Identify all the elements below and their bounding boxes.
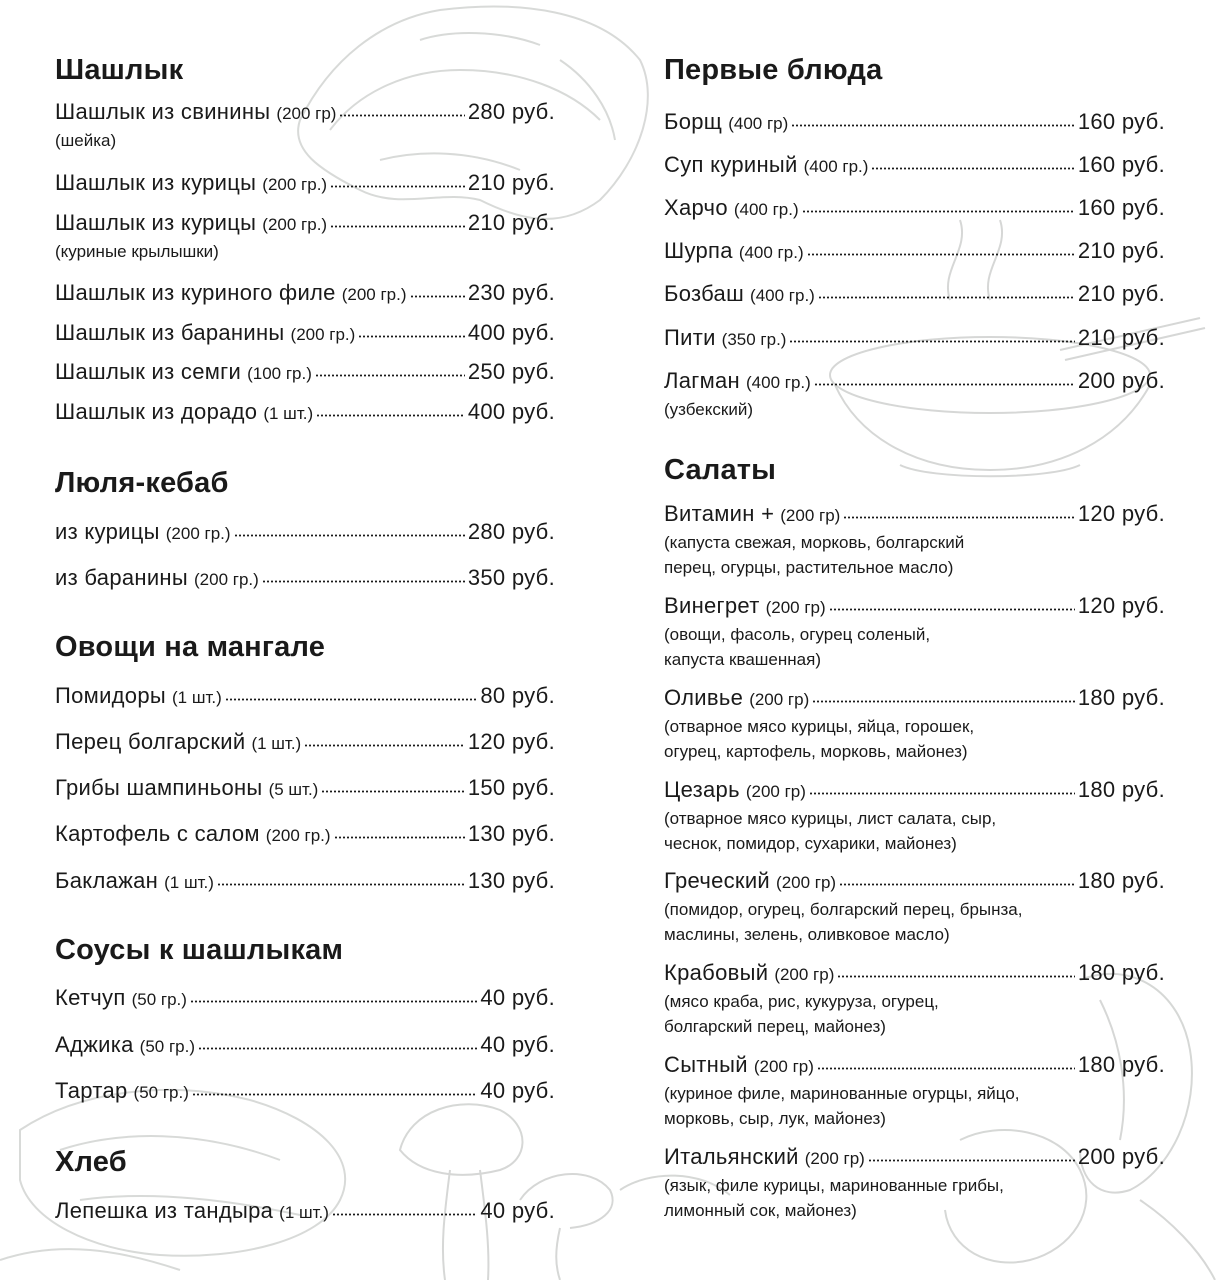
item-name: Шурпа: [664, 238, 733, 263]
menu-item: [664, 867, 1165, 947]
item-price: 40 руб.: [480, 985, 555, 1010]
item-name: Винегрет: [664, 593, 760, 618]
menu-item: [55, 682, 555, 712]
item-price: 130 руб.: [467, 821, 555, 846]
menu-item: [55, 564, 555, 594]
item-description: морковь, сыр, лук, майонез): [664, 1109, 886, 1128]
item-portion: (400 гр.): [803, 157, 869, 176]
item-portion: (400 гр): [728, 114, 789, 133]
item-portion: (200 гр.): [290, 325, 356, 344]
item-price: 150 руб.: [467, 775, 555, 800]
item-portion: (50 гр.): [133, 1083, 189, 1102]
item-name: Лагман: [664, 368, 741, 393]
item-description: лимонный сок, майонез): [664, 1201, 857, 1220]
item-name: из баранины: [55, 565, 188, 590]
item-price: 210 руб.: [467, 170, 555, 195]
menu-item: [55, 984, 555, 1014]
item-name: Шашлык из курицы: [55, 170, 257, 195]
dotted-leader: [225, 698, 478, 701]
item-portion: (200 гр): [776, 873, 837, 892]
menu-item: [55, 1197, 555, 1227]
item-description: огурец, картофель, морковь, майонез): [664, 742, 968, 761]
item-description: перец, огурцы, растительное масло): [664, 558, 954, 577]
item-portion: (200 гр.): [341, 285, 407, 304]
item-name: Пити: [664, 325, 716, 350]
item-portion: (200 гр.): [262, 215, 328, 234]
dotted-leader: [334, 836, 465, 839]
item-price: 210 руб.: [1077, 325, 1165, 350]
item-name: Шашлык из куриного филе: [55, 280, 336, 305]
item-price: 160 руб.: [1077, 152, 1165, 177]
item-portion: (200 гр): [745, 782, 806, 801]
item-price: 210 руб.: [1077, 281, 1165, 306]
item-description: капуста квашенная): [664, 650, 821, 669]
item-price: 200 руб.: [1077, 1144, 1165, 1169]
dotted-leader: [791, 124, 1075, 127]
item-price: 210 руб.: [467, 210, 555, 235]
section-title: Шашлык: [55, 54, 184, 86]
item-price: 350 руб.: [467, 565, 555, 590]
menu-item: [664, 194, 1165, 224]
section-sauces: [55, 930, 555, 1103]
section-salads: [664, 450, 1165, 1220]
item-name: Крабовый: [664, 960, 769, 985]
item-portion: (350 гр.): [721, 330, 787, 349]
dotted-leader: [818, 296, 1075, 299]
dotted-leader: [809, 792, 1075, 795]
menu-item: [664, 776, 1165, 856]
item-name: из курицы: [55, 519, 160, 544]
dotted-leader: [868, 1159, 1075, 1162]
menu-item: [55, 774, 555, 804]
dotted-leader: [330, 185, 465, 188]
dotted-leader: [871, 167, 1074, 170]
item-price: 40 руб.: [480, 1032, 555, 1057]
item-description: болгарский перец, майонез): [664, 1017, 886, 1036]
item-name: Итальянский: [664, 1144, 799, 1169]
menu-item: [55, 728, 555, 758]
section-title: Первые блюда: [664, 54, 883, 86]
item-portion: (200 гр.): [265, 826, 331, 845]
mushrooms-sketch: [400, 1104, 613, 1280]
menu-item: [55, 518, 555, 548]
item-portion: (200 гр.): [165, 524, 231, 543]
item-name: Перец болгарский: [55, 729, 246, 754]
item-description: маслины, зелень, оливковое масло): [664, 925, 950, 944]
dotted-leader: [190, 1000, 477, 1003]
dotted-leader: [315, 374, 465, 377]
item-price: 120 руб.: [467, 729, 555, 754]
menu-item: [55, 867, 555, 897]
item-price: 120 руб.: [1077, 593, 1165, 618]
item-name: Витамин +: [664, 501, 775, 526]
item-portion: (200 гр): [749, 690, 810, 709]
menu-item: [55, 98, 555, 153]
item-price: 180 руб.: [1077, 1052, 1165, 1077]
item-name: Борщ: [664, 109, 723, 134]
menu-item: [664, 151, 1165, 181]
dotted-leader: [829, 608, 1075, 611]
item-price: 250 руб.: [467, 359, 555, 384]
item-description: (язык, филе курицы, маринованные грибы,: [664, 1176, 1004, 1195]
dotted-leader: [234, 534, 465, 537]
item-name: Грибы шампиньоны: [55, 775, 263, 800]
section-lyulya-kebab: [55, 463, 555, 590]
item-name: Суп куриный: [664, 152, 798, 177]
item-price: 230 руб.: [467, 280, 555, 305]
item-price: 280 руб.: [467, 519, 555, 544]
item-name: Помидоры: [55, 683, 166, 708]
menu-item: [55, 279, 555, 309]
dotted-leader: [812, 700, 1075, 703]
menu-item: [664, 280, 1165, 310]
item-portion: (100 гр.): [247, 364, 312, 383]
dotted-leader: [837, 975, 1074, 978]
item-price: 120 руб.: [1077, 501, 1165, 526]
item-price: 130 руб.: [467, 868, 555, 893]
item-name: Шашлык из баранины: [55, 320, 285, 345]
dotted-leader: [339, 114, 464, 117]
menu-item: [664, 108, 1165, 138]
menu-item: [55, 1031, 555, 1061]
item-description: (помидор, огурец, болгарский перец, брынза,: [664, 900, 1023, 919]
item-price: 400 руб.: [467, 320, 555, 345]
item-portion: (200 гр): [753, 1057, 814, 1076]
dotted-leader: [217, 883, 465, 886]
item-name: Шашлык из дорадо: [55, 399, 258, 424]
item-portion: (400 гр.): [750, 286, 815, 305]
item-price: 180 руб.: [1077, 777, 1165, 802]
item-portion: (1 шт.): [251, 734, 302, 753]
item-portion: (5 шт.): [268, 780, 319, 799]
dotted-leader: [814, 383, 1075, 386]
dotted-leader: [332, 1213, 477, 1216]
item-name: Тартар: [55, 1078, 128, 1103]
item-price: 400 руб.: [467, 399, 555, 424]
item-price: 160 руб.: [1077, 195, 1165, 220]
item-description: (узбекский): [664, 400, 753, 419]
dotted-leader: [192, 1093, 477, 1096]
item-name: Кетчуп: [55, 985, 126, 1010]
item-name: Шашлык из свинины: [55, 99, 271, 124]
menu-item: [55, 358, 555, 388]
menu-item: [664, 367, 1165, 422]
item-price: 210 руб.: [1077, 238, 1165, 263]
item-description: (отварное мясо курицы, яйца, горошек,: [664, 717, 975, 736]
item-description: (отварное мясо курицы, лист салата, сыр,: [664, 809, 997, 828]
dotted-leader: [262, 580, 465, 583]
menu-item: [664, 500, 1165, 580]
dotted-leader: [802, 210, 1075, 213]
menu-item: [55, 820, 555, 850]
item-portion: (400 гр.): [738, 243, 804, 262]
item-description: (капуста свежая, морковь, болгарский: [664, 533, 965, 552]
item-name: Оливье: [664, 685, 744, 710]
item-price: 80 руб.: [480, 683, 555, 708]
dotted-leader: [198, 1047, 477, 1050]
item-portion: (200 гр): [774, 965, 835, 984]
section-soups: [664, 50, 1165, 419]
item-price: 160 руб.: [1077, 109, 1165, 134]
section-title: Овощи на мангале: [55, 631, 326, 663]
item-portion: (1 шт.): [164, 873, 214, 892]
item-portion: (1 шт.): [279, 1203, 329, 1222]
item-portion: (50 гр.): [139, 1037, 196, 1056]
menu-item: [664, 959, 1165, 1039]
item-price: 280 руб.: [467, 99, 555, 124]
item-portion: (50 гр.): [131, 990, 187, 1009]
item-portion: (200 гр): [780, 506, 841, 525]
menu-item: [664, 592, 1165, 672]
item-price: 180 руб.: [1077, 960, 1165, 985]
menu-item: [664, 1051, 1165, 1131]
item-name: Лепешка из тандыра: [55, 1198, 274, 1223]
item-name: Сытный: [664, 1052, 748, 1077]
section-vegetables-grill: [55, 627, 555, 893]
section-bread: [55, 1142, 555, 1223]
dotted-leader: [843, 516, 1074, 519]
menu-item: [664, 324, 1165, 354]
menu-item: [55, 398, 555, 428]
item-portion: (200 гр.): [194, 570, 259, 589]
item-portion: (400 гр.): [746, 373, 811, 392]
item-name: Греческий: [664, 868, 771, 893]
item-description: (мясо краба, рис, кукуруза, огурец,: [664, 992, 939, 1011]
section-title: Люля-кебаб: [55, 467, 229, 499]
item-name: Бозбаш: [664, 281, 745, 306]
item-name: Шашлык из курицы: [55, 210, 257, 235]
menu-item: [55, 209, 555, 264]
menu-item: [664, 684, 1165, 764]
dotted-leader: [304, 744, 465, 747]
section-shashlyk: [55, 50, 555, 424]
menu-item: [664, 237, 1165, 267]
dotted-leader: [358, 335, 465, 338]
item-name: Картофель с салом: [55, 821, 260, 846]
dotted-leader: [410, 295, 465, 298]
item-description: (куриное филе, маринованные огурцы, яйцо,: [664, 1084, 1020, 1103]
dotted-leader: [839, 883, 1075, 886]
item-price: 40 руб.: [480, 1198, 555, 1223]
item-description: (куриные крылышки): [55, 242, 219, 261]
dotted-leader: [817, 1067, 1075, 1070]
menu-item: [55, 319, 555, 349]
item-portion: (200 гр): [804, 1149, 865, 1168]
item-price: 40 руб.: [480, 1078, 555, 1103]
item-description: чеснок, помидор, сухарики, майонез): [664, 834, 957, 853]
dotted-leader: [330, 225, 465, 228]
item-portion: (200 гр): [765, 598, 826, 617]
section-title: Хлеб: [55, 1146, 127, 1178]
item-name: Харчо: [664, 195, 728, 220]
item-portion: (400 гр.): [733, 200, 799, 219]
item-portion: (200 гр): [276, 104, 337, 123]
item-price: 200 руб.: [1077, 368, 1165, 393]
item-price: 180 руб.: [1077, 868, 1165, 893]
dotted-leader: [321, 790, 465, 793]
item-name: Аджика: [55, 1032, 134, 1057]
menu-item: [55, 1077, 555, 1107]
item-portion: (200 гр.): [262, 175, 328, 194]
item-description: (овощи, фасоль, огурец соленый,: [664, 625, 931, 644]
item-name: Шашлык из семги: [55, 359, 242, 384]
item-name: Баклажан: [55, 868, 159, 893]
dotted-leader: [316, 414, 465, 417]
menu-item: [55, 169, 555, 199]
item-price: 180 руб.: [1077, 685, 1165, 710]
dotted-leader: [807, 253, 1075, 256]
dotted-leader: [789, 340, 1074, 343]
section-title: Соусы к шашлыкам: [55, 934, 344, 966]
item-portion: (1 шт.): [263, 404, 314, 423]
menu-item: [664, 1143, 1165, 1223]
section-title: Салаты: [664, 454, 777, 486]
item-portion: (1 шт.): [171, 688, 222, 707]
item-description: (шейка): [55, 131, 117, 150]
item-name: Цезарь: [664, 777, 740, 802]
